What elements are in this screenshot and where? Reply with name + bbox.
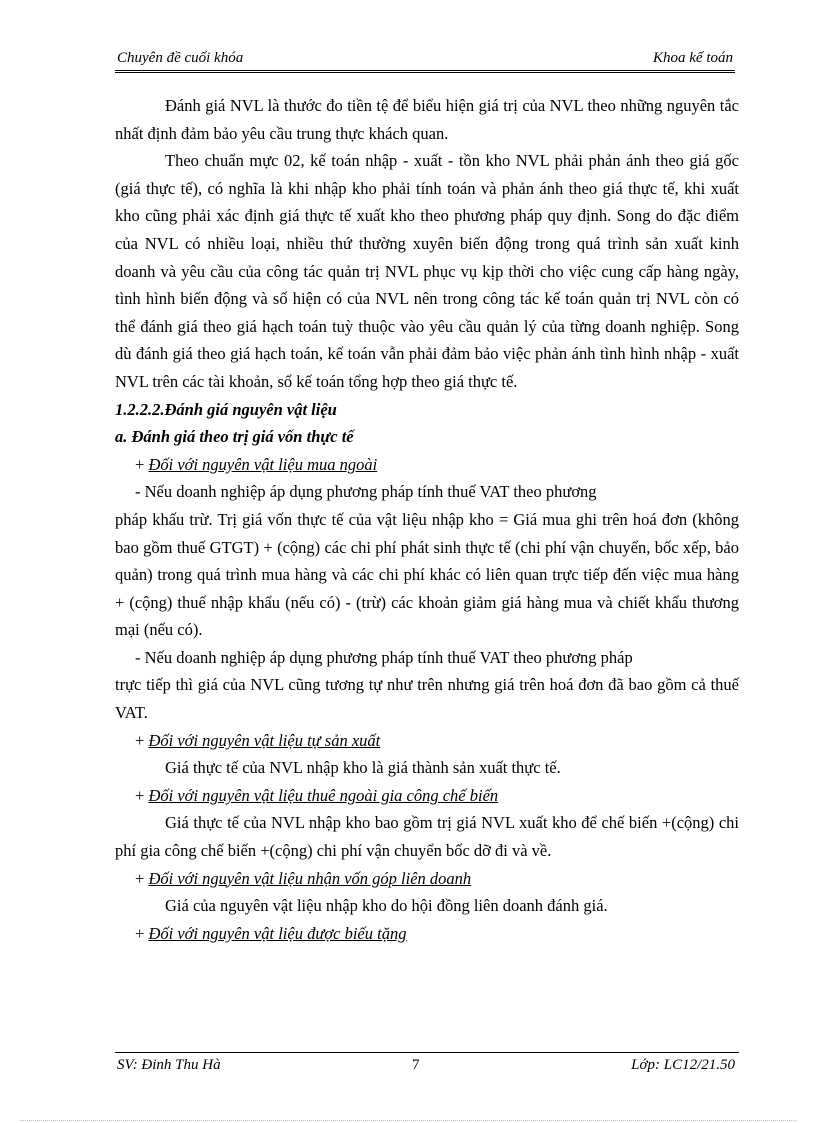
paragraph: trực tiếp thì giá của NVL cũng tương tự như trên nhưng giá trên hoá đơn đã bao gồm cả thuế VAT.	[115, 675, 739, 723]
footer-class: Lớp: LC12/21.50	[631, 1057, 735, 1073]
item-heading: + Đối với nguyên vật liệu mua ngoài	[135, 454, 378, 474]
footer-student: SV: Đinh Thu Hà	[117, 1057, 221, 1073]
paragraph: pháp khấu trừ. Trị giá vốn thực tế của vật liệu nhập kho = Giá mua ghi trên hoá đơn (không bao gồm thuế GTGT) + (cộng) các chi phí phát sinh thực tế (chi phí vận chuyển, bốc xếp, bảo quản) trong quá trình mua hàng và các chi phí khác có liên quan trực tiếp đến việc mua hàng + (cộng) thuế nhập khẩu (nếu có) - (trừ) các khoản giảm giá hàng mua và chiết khấu thương mại (nếu có).	[115, 509, 739, 640]
paragraph: Giá thực tế của NVL nhập kho là giá thành sản xuất thực tế.	[165, 758, 561, 778]
item-title: Đối với nguyên vật liệu tự sản xuất	[148, 730, 381, 750]
paragraph-line: - Nếu doanh nghiệp áp dụng phương pháp tính thuế VAT theo phương pháp	[135, 647, 633, 667]
header-left: Chuyên đề cuối khóa	[117, 50, 244, 66]
paragraph-line: - Nếu doanh nghiệp áp dụng phương pháp tính thuế VAT theo phương	[135, 482, 597, 502]
page-body	[115, 92, 739, 947]
section-heading: 1.2.2.2.Đánh giá nguyên vật liệu	[115, 399, 337, 419]
item-title: Đối với nguyên vật liệu được biếu tặng	[148, 923, 407, 943]
page-number: 7	[412, 1057, 420, 1073]
item-heading: + Đối với nguyên vật liệu tự sản xuất	[135, 730, 381, 750]
header-right: Khoa kế toán	[653, 50, 733, 66]
item-heading: + Đối với nguyên vật liệu thuê ngoài gia công chế biến	[135, 785, 499, 805]
item-heading: + Đối với nguyên vật liệu nhận vốn góp liên doanh	[135, 868, 472, 888]
item-heading: + Đối với nguyên vật liệu được biếu tặng	[135, 923, 407, 943]
item-title: Đối với nguyên vật liệu thuê ngoài gia công chế biến	[148, 785, 499, 805]
page-edge-divider	[20, 1120, 796, 1121]
subsection-heading: a. Đánh giá theo trị giá vốn thực tế	[115, 427, 354, 447]
page-header	[115, 46, 735, 73]
paragraph: Theo chuẩn mực 02, kế toán nhập - xuất - tồn kho NVL phải phản ánh theo giá gốc (giá thực tế), có nghĩa là khi nhập kho phải tính toán và phản ánh theo giá thực tế, khi xuất kho cũng phải xác định giá thực tế xuất kho theo phương pháp quy định. Song do đặc điểm của NVL có nhiều loại, nhiều thứ thường xuyên biến động trong quá trình sản xuất kinh doanh và yêu cầu của công tác quản trị NVL phục vụ kịp thời cho việc cung cấp hàng ngày, tình hình biến động và số hiện có của NVL nên trong công tác kế toán quản trị NVL còn có thể đánh giá theo giá hạch toán tuỳ thuộc vào yêu cầu quản lý của từng doanh nghiệp. Song dù đánh giá theo giá hạch toán, kế toán vẫn phải đảm bảo việc phản ánh tình hình nhập - xuất NVL trên các tài khoản, sổ kế toán tổng hợp theo giá thực tế.	[115, 151, 739, 391]
item-title: Đối với nguyên vật liệu mua ngoài	[148, 454, 378, 474]
paragraph: Giá của nguyên vật liệu nhập kho do hội đồng liên doanh đánh giá.	[165, 896, 608, 916]
paragraph: Giá thực tế của NVL nhập kho bao gồm trị giá NVL xuất kho để chế biến +(cộng) chi phí gia công chế biến +(cộng) chi phí vận chuyển bốc dỡ đi và về.	[115, 813, 739, 861]
paragraph: Đánh giá NVL là thước đo tiền tệ để biểu hiện giá trị của NVL theo những nguyên tắc nhất định đảm bảo yêu cầu trung thực khách quan.	[115, 96, 739, 143]
page-footer	[115, 1052, 739, 1077]
item-title: Đối với nguyên vật liệu nhận vốn góp liên doanh	[148, 868, 472, 888]
